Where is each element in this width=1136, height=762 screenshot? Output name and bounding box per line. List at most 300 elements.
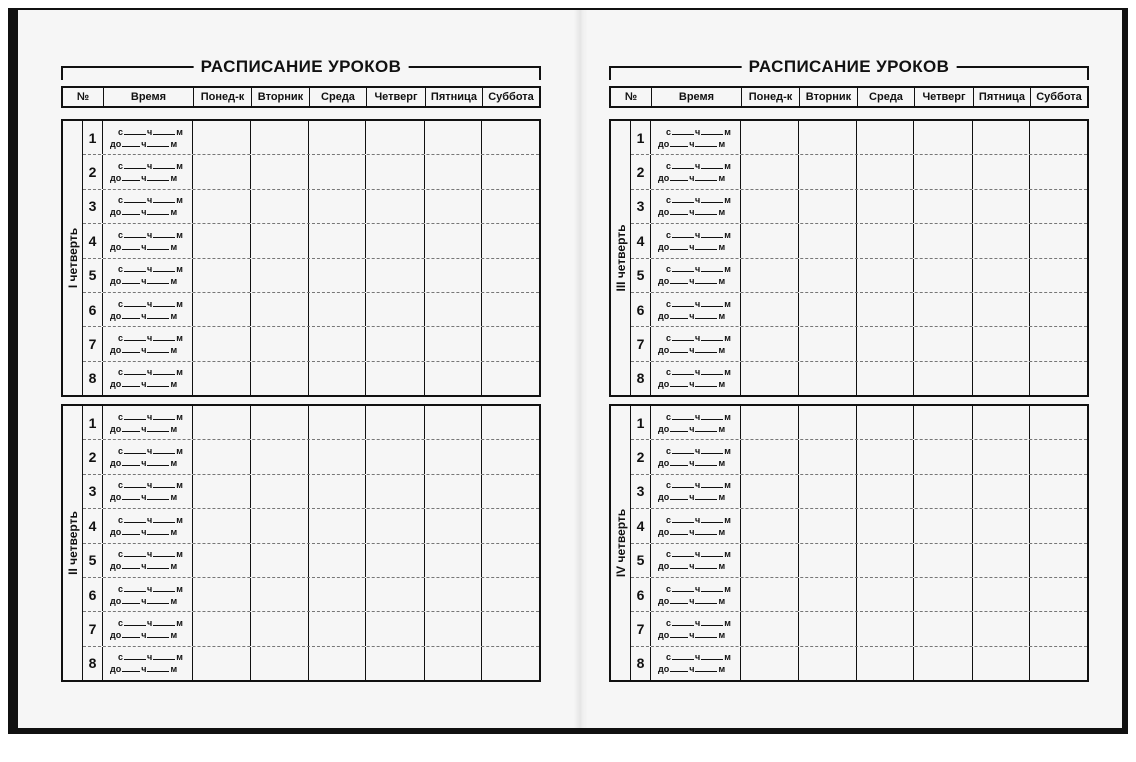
schedule-cell[interactable] [914, 190, 973, 223]
schedule-cell[interactable] [1030, 544, 1087, 577]
hour-blank[interactable] [124, 126, 146, 135]
schedule-cell[interactable] [741, 362, 799, 395]
minute-blank[interactable] [701, 411, 723, 420]
hour-blank[interactable] [670, 344, 688, 353]
minute-blank[interactable] [701, 548, 723, 557]
schedule-cell[interactable] [482, 440, 539, 473]
schedule-cell[interactable] [193, 509, 251, 542]
lesson-time-field[interactable] [103, 327, 193, 360]
hour-blank[interactable] [124, 548, 146, 557]
schedule-cell[interactable] [193, 647, 251, 680]
schedule-cell[interactable] [366, 509, 425, 542]
lesson-time-field[interactable] [651, 293, 741, 326]
hour-blank[interactable] [124, 445, 146, 454]
schedule-cell[interactable] [366, 259, 425, 292]
lesson-time-field[interactable] [103, 440, 193, 473]
schedule-cell[interactable] [482, 647, 539, 680]
schedule-cell[interactable] [973, 647, 1030, 680]
schedule-cell[interactable] [193, 327, 251, 360]
schedule-cell[interactable] [482, 259, 539, 292]
minute-blank[interactable] [701, 160, 723, 169]
schedule-cell[interactable] [799, 578, 857, 611]
schedule-cell[interactable] [741, 440, 799, 473]
minute-blank[interactable] [695, 491, 717, 500]
schedule-cell[interactable] [973, 440, 1030, 473]
schedule-cell[interactable] [914, 259, 973, 292]
schedule-cell[interactable] [1030, 121, 1087, 154]
schedule-cell[interactable] [857, 475, 914, 508]
lesson-time-field[interactable] [651, 362, 741, 395]
schedule-cell[interactable] [799, 475, 857, 508]
minute-blank[interactable] [695, 275, 717, 284]
schedule-cell[interactable] [1030, 475, 1087, 508]
schedule-cell[interactable] [741, 293, 799, 326]
lesson-time-field[interactable] [651, 327, 741, 360]
schedule-cell[interactable] [309, 509, 366, 542]
hour-blank[interactable] [124, 411, 146, 420]
hour-blank[interactable] [670, 491, 688, 500]
minute-blank[interactable] [147, 310, 169, 319]
schedule-cell[interactable] [914, 327, 973, 360]
minute-blank[interactable] [695, 663, 717, 672]
minute-blank[interactable] [701, 445, 723, 454]
schedule-cell[interactable] [741, 406, 799, 439]
hour-blank[interactable] [124, 514, 146, 523]
hour-blank[interactable] [670, 560, 688, 569]
hour-blank[interactable] [672, 411, 694, 420]
lesson-time-field[interactable] [651, 647, 741, 680]
schedule-cell[interactable] [366, 544, 425, 577]
schedule-cell[interactable] [251, 612, 309, 645]
hour-blank[interactable] [672, 479, 694, 488]
schedule-cell[interactable] [309, 293, 366, 326]
schedule-cell[interactable] [799, 224, 857, 257]
minute-blank[interactable] [147, 491, 169, 500]
schedule-cell[interactable] [973, 362, 1030, 395]
schedule-cell[interactable] [251, 440, 309, 473]
schedule-cell[interactable] [799, 544, 857, 577]
schedule-cell[interactable] [799, 509, 857, 542]
minute-blank[interactable] [695, 241, 717, 250]
minute-blank[interactable] [701, 194, 723, 203]
hour-blank[interactable] [672, 651, 694, 660]
minute-blank[interactable] [147, 663, 169, 672]
lesson-time-field[interactable] [103, 259, 193, 292]
schedule-cell[interactable] [857, 647, 914, 680]
schedule-cell[interactable] [857, 190, 914, 223]
schedule-cell[interactable] [799, 121, 857, 154]
hour-blank[interactable] [122, 206, 140, 215]
schedule-cell[interactable] [251, 509, 309, 542]
schedule-cell[interactable] [914, 362, 973, 395]
hour-blank[interactable] [670, 457, 688, 466]
schedule-cell[interactable] [366, 475, 425, 508]
schedule-cell[interactable] [482, 224, 539, 257]
hour-blank[interactable] [122, 172, 140, 181]
schedule-cell[interactable] [251, 259, 309, 292]
minute-blank[interactable] [695, 138, 717, 147]
minute-blank[interactable] [695, 595, 717, 604]
schedule-cell[interactable] [251, 647, 309, 680]
schedule-cell[interactable] [366, 362, 425, 395]
lesson-time-field[interactable] [651, 509, 741, 542]
schedule-cell[interactable] [309, 475, 366, 508]
lesson-time-field[interactable] [103, 544, 193, 577]
minute-blank[interactable] [695, 629, 717, 638]
schedule-cell[interactable] [425, 440, 482, 473]
schedule-cell[interactable] [973, 578, 1030, 611]
minute-blank[interactable] [695, 457, 717, 466]
schedule-cell[interactable] [366, 440, 425, 473]
schedule-cell[interactable] [193, 362, 251, 395]
minute-blank[interactable] [701, 298, 723, 307]
hour-blank[interactable] [124, 651, 146, 660]
hour-blank[interactable] [122, 595, 140, 604]
schedule-cell[interactable] [425, 293, 482, 326]
schedule-cell[interactable] [914, 647, 973, 680]
hour-blank[interactable] [670, 310, 688, 319]
schedule-cell[interactable] [741, 475, 799, 508]
schedule-cell[interactable] [741, 155, 799, 188]
schedule-cell[interactable] [482, 155, 539, 188]
schedule-cell[interactable] [914, 155, 973, 188]
schedule-cell[interactable] [914, 475, 973, 508]
schedule-cell[interactable] [741, 327, 799, 360]
schedule-cell[interactable] [425, 475, 482, 508]
schedule-cell[interactable] [1030, 509, 1087, 542]
hour-blank[interactable] [672, 298, 694, 307]
hour-blank[interactable] [122, 457, 140, 466]
hour-blank[interactable] [124, 298, 146, 307]
schedule-cell[interactable] [857, 362, 914, 395]
schedule-cell[interactable] [366, 293, 425, 326]
schedule-cell[interactable] [309, 544, 366, 577]
schedule-cell[interactable] [973, 544, 1030, 577]
schedule-cell[interactable] [366, 578, 425, 611]
minute-blank[interactable] [695, 560, 717, 569]
schedule-cell[interactable] [193, 544, 251, 577]
schedule-cell[interactable] [914, 440, 973, 473]
schedule-cell[interactable] [1030, 612, 1087, 645]
schedule-cell[interactable] [193, 155, 251, 188]
schedule-cell[interactable] [914, 406, 973, 439]
minute-blank[interactable] [695, 206, 717, 215]
schedule-cell[interactable] [366, 612, 425, 645]
minute-blank[interactable] [147, 526, 169, 535]
schedule-cell[interactable] [741, 509, 799, 542]
schedule-cell[interactable] [482, 544, 539, 577]
schedule-cell[interactable] [1030, 406, 1087, 439]
hour-blank[interactable] [124, 229, 146, 238]
minute-blank[interactable] [695, 172, 717, 181]
schedule-cell[interactable] [973, 475, 1030, 508]
hour-blank[interactable] [672, 445, 694, 454]
schedule-cell[interactable] [482, 362, 539, 395]
hour-blank[interactable] [670, 595, 688, 604]
schedule-cell[interactable] [425, 578, 482, 611]
hour-blank[interactable] [124, 263, 146, 272]
hour-blank[interactable] [670, 663, 688, 672]
schedule-cell[interactable] [482, 327, 539, 360]
schedule-cell[interactable] [799, 155, 857, 188]
schedule-cell[interactable] [251, 475, 309, 508]
schedule-cell[interactable] [366, 224, 425, 257]
schedule-cell[interactable] [425, 362, 482, 395]
minute-blank[interactable] [701, 366, 723, 375]
schedule-cell[interactable] [366, 190, 425, 223]
schedule-cell[interactable] [973, 259, 1030, 292]
minute-blank[interactable] [153, 651, 175, 660]
schedule-cell[interactable] [799, 612, 857, 645]
minute-blank[interactable] [153, 229, 175, 238]
minute-blank[interactable] [701, 332, 723, 341]
schedule-cell[interactable] [425, 612, 482, 645]
hour-blank[interactable] [122, 526, 140, 535]
schedule-cell[interactable] [425, 190, 482, 223]
minute-blank[interactable] [153, 298, 175, 307]
schedule-cell[interactable] [1030, 190, 1087, 223]
lesson-time-field[interactable] [103, 406, 193, 439]
schedule-cell[interactable] [309, 362, 366, 395]
hour-blank[interactable] [670, 629, 688, 638]
schedule-cell[interactable] [741, 259, 799, 292]
lesson-time-field[interactable] [103, 155, 193, 188]
schedule-cell[interactable] [366, 121, 425, 154]
lesson-time-field[interactable] [103, 362, 193, 395]
hour-blank[interactable] [124, 160, 146, 169]
schedule-cell[interactable] [799, 327, 857, 360]
schedule-cell[interactable] [425, 224, 482, 257]
hour-blank[interactable] [670, 378, 688, 387]
minute-blank[interactable] [153, 514, 175, 523]
schedule-cell[interactable] [799, 259, 857, 292]
lesson-time-field[interactable] [651, 612, 741, 645]
schedule-cell[interactable] [914, 612, 973, 645]
schedule-cell[interactable] [857, 121, 914, 154]
hour-blank[interactable] [124, 617, 146, 626]
schedule-cell[interactable] [482, 293, 539, 326]
schedule-cell[interactable] [799, 293, 857, 326]
minute-blank[interactable] [147, 560, 169, 569]
minute-blank[interactable] [153, 479, 175, 488]
schedule-cell[interactable] [251, 578, 309, 611]
hour-blank[interactable] [122, 629, 140, 638]
hour-blank[interactable] [670, 206, 688, 215]
hour-blank[interactable] [672, 548, 694, 557]
minute-blank[interactable] [701, 583, 723, 592]
minute-blank[interactable] [147, 206, 169, 215]
schedule-cell[interactable] [973, 509, 1030, 542]
schedule-cell[interactable] [973, 406, 1030, 439]
hour-blank[interactable] [122, 663, 140, 672]
hour-blank[interactable] [672, 617, 694, 626]
hour-blank[interactable] [672, 583, 694, 592]
hour-blank[interactable] [122, 344, 140, 353]
schedule-cell[interactable] [973, 190, 1030, 223]
minute-blank[interactable] [701, 126, 723, 135]
schedule-cell[interactable] [741, 544, 799, 577]
minute-blank[interactable] [153, 548, 175, 557]
hour-blank[interactable] [672, 160, 694, 169]
lesson-time-field[interactable] [103, 293, 193, 326]
schedule-cell[interactable] [857, 155, 914, 188]
schedule-cell[interactable] [193, 440, 251, 473]
minute-blank[interactable] [695, 526, 717, 535]
hour-blank[interactable] [672, 194, 694, 203]
schedule-cell[interactable] [799, 406, 857, 439]
schedule-cell[interactable] [482, 578, 539, 611]
lesson-time-field[interactable] [651, 190, 741, 223]
schedule-cell[interactable] [914, 509, 973, 542]
minute-blank[interactable] [147, 629, 169, 638]
schedule-cell[interactable] [1030, 440, 1087, 473]
lesson-time-field[interactable] [103, 121, 193, 154]
hour-blank[interactable] [670, 423, 688, 432]
schedule-cell[interactable] [741, 578, 799, 611]
lesson-time-field[interactable] [651, 578, 741, 611]
schedule-cell[interactable] [741, 121, 799, 154]
schedule-cell[interactable] [309, 121, 366, 154]
lesson-time-field[interactable] [651, 406, 741, 439]
schedule-cell[interactable] [193, 406, 251, 439]
minute-blank[interactable] [153, 411, 175, 420]
schedule-cell[interactable] [193, 259, 251, 292]
schedule-cell[interactable] [1030, 259, 1087, 292]
minute-blank[interactable] [147, 378, 169, 387]
schedule-cell[interactable] [1030, 578, 1087, 611]
hour-blank[interactable] [670, 275, 688, 284]
schedule-cell[interactable] [914, 544, 973, 577]
schedule-cell[interactable] [251, 155, 309, 188]
minute-blank[interactable] [153, 583, 175, 592]
schedule-cell[interactable] [425, 327, 482, 360]
schedule-cell[interactable] [482, 406, 539, 439]
hour-blank[interactable] [122, 423, 140, 432]
schedule-cell[interactable] [309, 647, 366, 680]
hour-blank[interactable] [672, 332, 694, 341]
minute-blank[interactable] [147, 172, 169, 181]
minute-blank[interactable] [153, 617, 175, 626]
schedule-cell[interactable] [973, 121, 1030, 154]
minute-blank[interactable] [701, 514, 723, 523]
schedule-cell[interactable] [425, 121, 482, 154]
hour-blank[interactable] [124, 332, 146, 341]
schedule-cell[interactable] [799, 440, 857, 473]
schedule-cell[interactable] [425, 155, 482, 188]
schedule-cell[interactable] [309, 155, 366, 188]
minute-blank[interactable] [153, 126, 175, 135]
lesson-time-field[interactable] [651, 224, 741, 257]
schedule-cell[interactable] [251, 293, 309, 326]
schedule-cell[interactable] [1030, 327, 1087, 360]
schedule-cell[interactable] [309, 612, 366, 645]
schedule-cell[interactable] [914, 293, 973, 326]
schedule-cell[interactable] [482, 121, 539, 154]
schedule-cell[interactable] [251, 406, 309, 439]
schedule-cell[interactable] [1030, 293, 1087, 326]
minute-blank[interactable] [153, 332, 175, 341]
schedule-cell[interactable] [251, 327, 309, 360]
lesson-time-field[interactable] [651, 544, 741, 577]
minute-blank[interactable] [701, 479, 723, 488]
lesson-time-field[interactable] [651, 259, 741, 292]
lesson-time-field[interactable] [103, 509, 193, 542]
hour-blank[interactable] [124, 479, 146, 488]
schedule-cell[interactable] [973, 293, 1030, 326]
schedule-cell[interactable] [193, 578, 251, 611]
hour-blank[interactable] [122, 560, 140, 569]
schedule-cell[interactable] [366, 327, 425, 360]
minute-blank[interactable] [701, 229, 723, 238]
minute-blank[interactable] [153, 160, 175, 169]
minute-blank[interactable] [147, 138, 169, 147]
schedule-cell[interactable] [366, 406, 425, 439]
hour-blank[interactable] [124, 194, 146, 203]
schedule-cell[interactable] [857, 544, 914, 577]
hour-blank[interactable] [122, 275, 140, 284]
schedule-cell[interactable] [857, 259, 914, 292]
schedule-cell[interactable] [857, 612, 914, 645]
schedule-cell[interactable] [309, 190, 366, 223]
hour-blank[interactable] [672, 126, 694, 135]
minute-blank[interactable] [147, 423, 169, 432]
hour-blank[interactable] [122, 241, 140, 250]
schedule-cell[interactable] [741, 190, 799, 223]
schedule-cell[interactable] [366, 155, 425, 188]
minute-blank[interactable] [695, 378, 717, 387]
minute-blank[interactable] [153, 366, 175, 375]
minute-blank[interactable] [147, 344, 169, 353]
schedule-cell[interactable] [251, 362, 309, 395]
hour-blank[interactable] [122, 491, 140, 500]
schedule-cell[interactable] [251, 544, 309, 577]
schedule-cell[interactable] [309, 578, 366, 611]
schedule-cell[interactable] [366, 647, 425, 680]
hour-blank[interactable] [122, 378, 140, 387]
minute-blank[interactable] [147, 275, 169, 284]
minute-blank[interactable] [147, 241, 169, 250]
schedule-cell[interactable] [193, 121, 251, 154]
schedule-cell[interactable] [973, 224, 1030, 257]
schedule-cell[interactable] [857, 509, 914, 542]
schedule-cell[interactable] [482, 612, 539, 645]
schedule-cell[interactable] [741, 612, 799, 645]
schedule-cell[interactable] [193, 475, 251, 508]
schedule-cell[interactable] [857, 327, 914, 360]
schedule-cell[interactable] [425, 406, 482, 439]
hour-blank[interactable] [670, 241, 688, 250]
schedule-cell[interactable] [251, 224, 309, 257]
hour-blank[interactable] [672, 514, 694, 523]
schedule-cell[interactable] [193, 224, 251, 257]
schedule-cell[interactable] [973, 327, 1030, 360]
minute-blank[interactable] [147, 457, 169, 466]
schedule-cell[interactable] [309, 259, 366, 292]
lesson-time-field[interactable] [103, 578, 193, 611]
minute-blank[interactable] [695, 423, 717, 432]
schedule-cell[interactable] [1030, 647, 1087, 680]
schedule-cell[interactable] [741, 647, 799, 680]
schedule-cell[interactable] [973, 612, 1030, 645]
schedule-cell[interactable] [857, 406, 914, 439]
hour-blank[interactable] [122, 138, 140, 147]
schedule-cell[interactable] [251, 190, 309, 223]
schedule-cell[interactable] [482, 475, 539, 508]
hour-blank[interactable] [670, 526, 688, 535]
schedule-cell[interactable] [741, 224, 799, 257]
schedule-cell[interactable] [425, 259, 482, 292]
lesson-time-field[interactable] [103, 475, 193, 508]
